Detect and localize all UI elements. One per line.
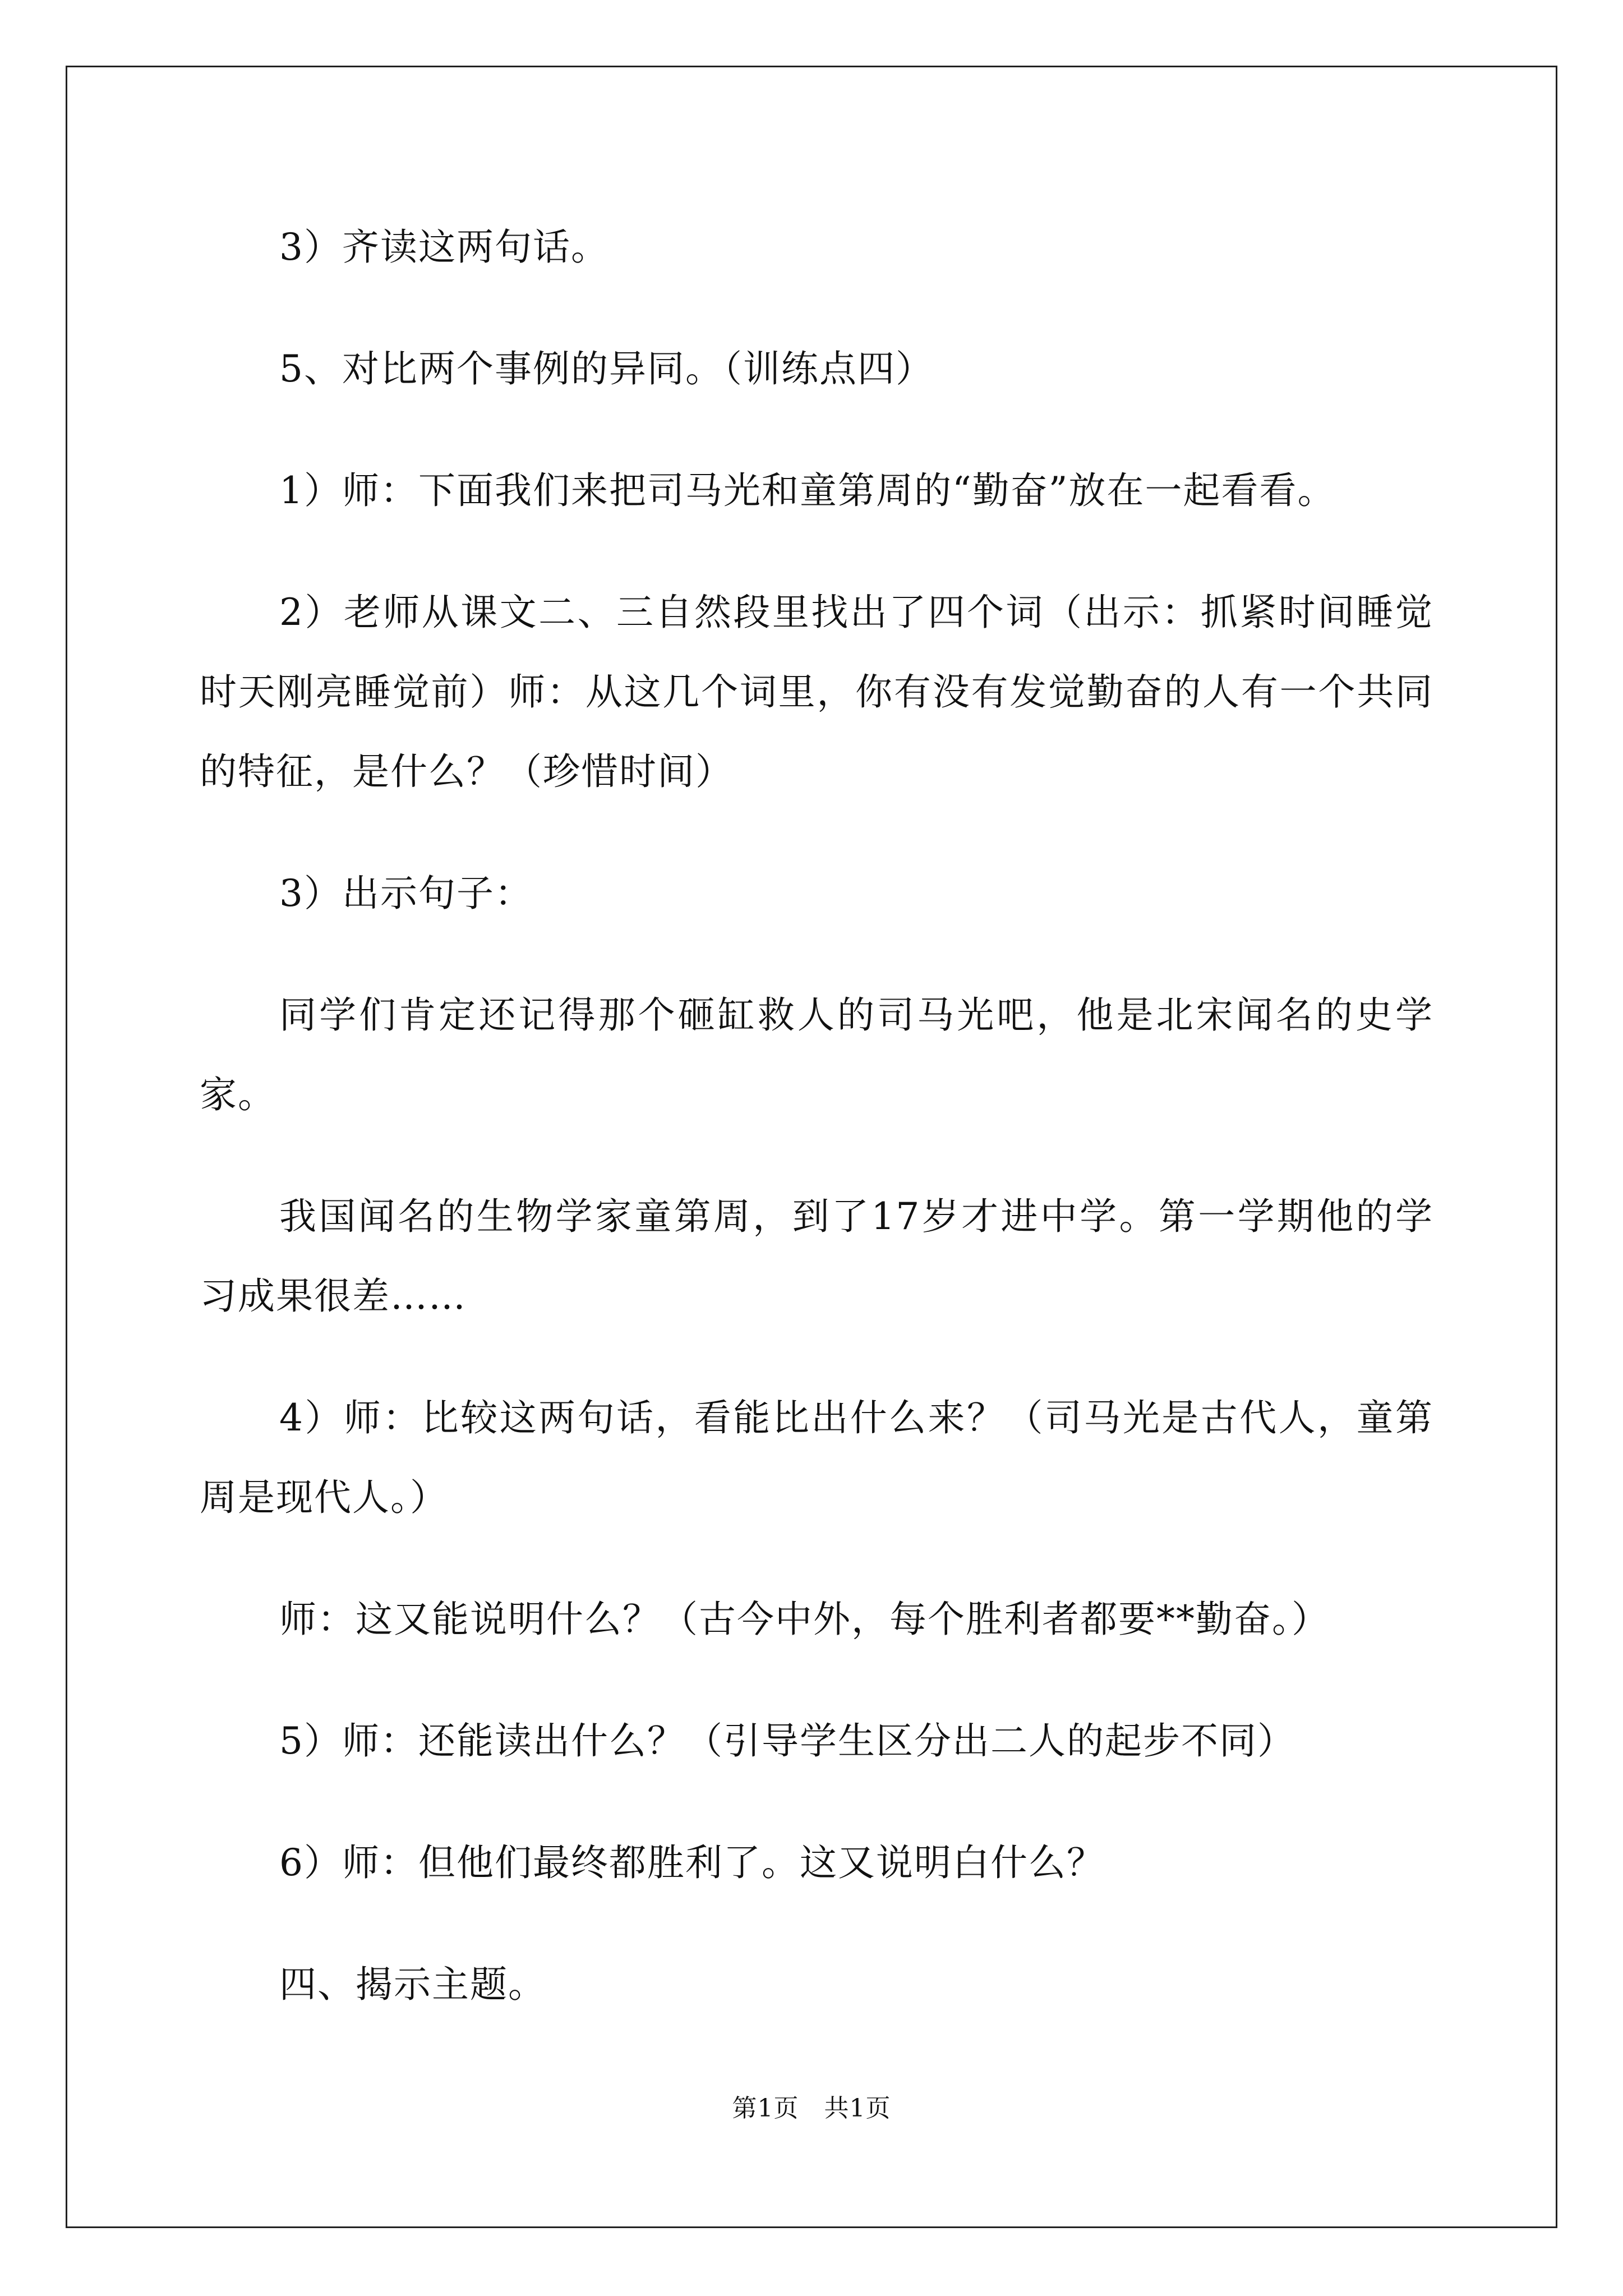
- paragraph: 3）齐读这两句话。: [279, 226, 609, 269]
- page-footer: [0, 2088, 1623, 2124]
- paragraph: 1）师：下面我们来把司马光和童第周的“勤奋”放在一起看看。: [279, 469, 1336, 512]
- paragraph: 5、对比两个事例的异同。（训练点四）: [279, 347, 934, 390]
- page-number: 第1页 共1页: [732, 2094, 891, 2123]
- paragraph: 我国闻名的生物学家童第周，到了17岁才进中学。第一学期他的学习成果很差……: [200, 1195, 1433, 1318]
- paragraph: 3）出示句子：: [279, 872, 533, 915]
- paragraph: 师：这又能说明什么？（古今中外，每个胜利者都要**勤奋。）: [279, 1598, 1330, 1641]
- paragraph: 6）师：但他们最终都胜利了。这又说明白什么？: [279, 1841, 1105, 1884]
- document-body: [200, 208, 1433, 2067]
- paragraph: 四、揭示主题。: [279, 1963, 546, 2006]
- paragraph: 4）师：比较这两句话，看能比出什么来？（司马光是古代人，童第周是现代人。）: [200, 1396, 1433, 1519]
- paragraph: 同学们肯定还记得那个砸缸救人的司马光吧，他是北宋闻名的史学家。: [200, 993, 1433, 1116]
- paragraph: 2）老师从课文二、三自然段里找出了四个词（出示：抓紧时间睡觉时天刚亮睡觉前）师：从这几个词里，你有没有发觉勤奋的人有一个共同的特征，是什么？（珍惜时间）: [200, 591, 1433, 793]
- paragraph: 5）师：还能读出什么？（引导学生区分出二人的起步不同）: [279, 1719, 1295, 1763]
